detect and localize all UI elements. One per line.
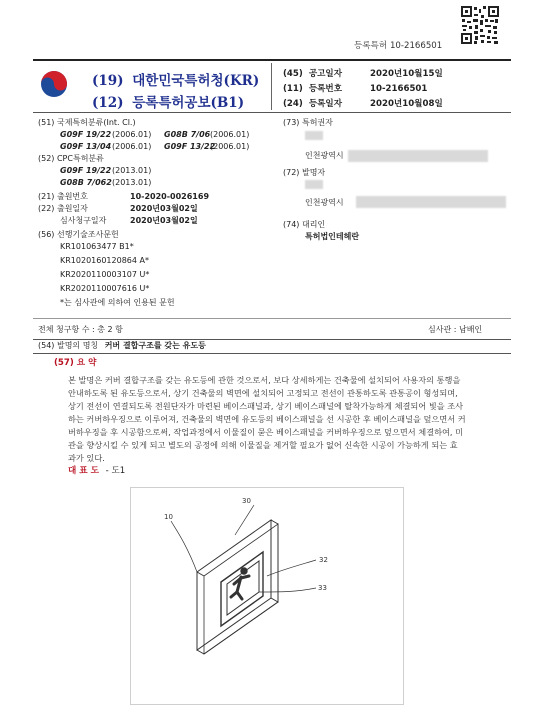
ipc-row-2: G09F 13/04 (2006.01) G09F 13/22 (2006.01) <box>60 142 250 151</box>
prior-art-title: (56) 선행기술조사문헌 <box>38 230 119 239</box>
office-code: (19) <box>92 73 124 89</box>
abstract-label: (57) 요 약 <box>54 358 97 368</box>
prior-art-4: KR2020110007616 U* <box>60 284 150 293</box>
exit-sign-drawing <box>131 488 401 702</box>
agent-label: (74) 대리인 <box>283 220 326 229</box>
inventor-label: (72) 발명자 <box>283 168 326 177</box>
cpc-title: (52) CPC특허분류 <box>38 154 104 163</box>
examiner: 심사관 : 남배인 <box>428 325 483 334</box>
kipo-emblem-icon <box>38 68 70 100</box>
patentee-redacted <box>305 131 323 140</box>
abstract-line: 상기 전선이 연결되도록 전원단자가 마련된 베이스패널과, 상기 베이스패널에 탈착가능하게 체결되어 빛을 조사 <box>68 401 464 411</box>
abstract-line: 하는 커버하우징으로 이루어져, 건축물의 벽면에 유도등의 베이스패널을 선 시공한 후 베이스패널을 덮으면서 커 <box>68 414 466 424</box>
figure-label-10: 10 <box>164 513 173 521</box>
exam-request-date-row: 심사청구일자 2020년03월02일 <box>60 216 198 225</box>
figure-label-32: 32 <box>319 556 328 564</box>
abstract-line: 안내하도록 된 유도등으로서, 상기 건축물의 벽면에 설치되어 고정되고 전선이 관통하도록 관통공이 형성되며, <box>68 388 458 398</box>
figure-label-33: 33 <box>318 584 327 592</box>
prior-art-1: KR101063477 B1* <box>60 242 134 251</box>
claim-count: 전체 청구항 수 : 총 2 항 <box>38 325 123 334</box>
registration-date-row: (24) 등록일자 2020년10월08일 <box>283 99 443 109</box>
ipc-row-1: G09F 19/22 (2006.01) G08B 7/06 (2006.01) <box>60 130 250 139</box>
publication-type-code: (12) <box>92 95 124 111</box>
registration-number-header: 등록특허 10-2166501 <box>354 41 443 51</box>
abstract-line: 버하우징을 후 시공함으로써, 작업과정에서 이물질이 묻은 베이스패널을 커버하우징으로 덮으면서 체결하여, 미 <box>68 427 464 437</box>
publication-date-row: (45) 공고일자 2020년10월15일 <box>283 69 443 79</box>
agent-name: 특허법인테헤란 <box>305 232 360 241</box>
inventor-redacted <box>305 180 323 189</box>
abstract-line: 관을 향상시킬 수 있게 되고 별도의 공정에 의해 이물질을 제거할 필요가 없어 신속한 시공이 가능하게 되는 효 <box>68 440 458 450</box>
ipc-title: (51) 국제특허분류(Int. Cl.) <box>38 118 136 127</box>
office-name: 대한민국특허청(KR) <box>132 73 260 89</box>
cpc-row-1: G09F 19/22 (2013.01) <box>60 166 152 175</box>
prior-art-note: *는 심사관에 의하여 인용된 문헌 <box>60 298 175 307</box>
application-date-row: (22) 출원일자 2020년03월02일 <box>38 204 198 213</box>
abstract-line: 본 발명은 커버 결합구조를 갖는 유도등에 관한 것으로서, 보다 상세하게는 건축물에 설치되어 사용자의 통행을 <box>68 375 461 385</box>
abstract-body <box>68 374 508 465</box>
patentee-address: 인천광역시 <box>305 151 344 160</box>
registration-number-row: (11) 등록번호 10-2166501 <box>283 84 428 94</box>
cpc-row-2: G08B 7/062 (2013.01) <box>60 178 152 187</box>
inventor-address: 인천광역시 <box>305 198 344 207</box>
prior-art-3: KR2020110003107 U* <box>60 270 150 279</box>
application-number-row: (21) 출원번호 10-2020-0026169 <box>38 192 210 201</box>
invention-title-row: (54) 발명의 명칭 커버 결합구조를 갖는 유도등 <box>38 341 206 350</box>
patentee-address-redacted <box>348 150 488 162</box>
figure-label-30: 30 <box>242 497 251 505</box>
inventor-address-redacted <box>356 196 506 208</box>
prior-art-2: KR1020160120864 A* <box>60 256 149 265</box>
abstract-line: 과가 있다. <box>68 453 105 463</box>
patentee-label: (73) 특허권자 <box>283 118 333 127</box>
qr-code <box>460 5 500 45</box>
representative-figure: 대 표 도 - 도1 <box>68 466 126 476</box>
publication-type: 등록특허공보(B1) <box>132 95 245 111</box>
